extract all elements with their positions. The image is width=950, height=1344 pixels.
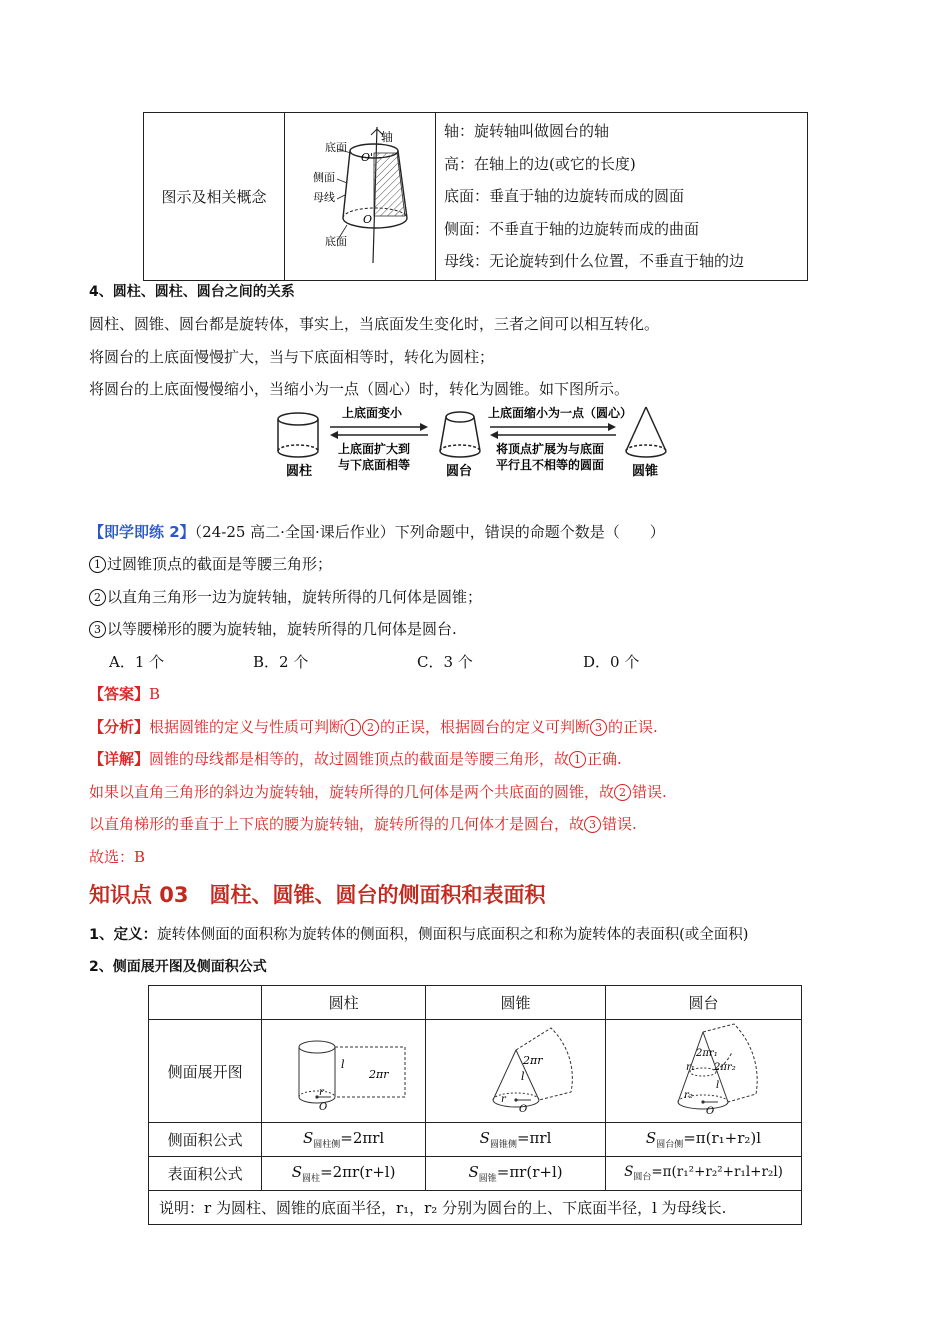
formula-body: =2πrl: [340, 1129, 385, 1147]
section4-paragraph: 圆柱、圆锥、圆台都是旋转体，事实上，当底面发生变化时，三者之间可以相互转化。: [89, 315, 660, 333]
option-a: A．1 个: [109, 653, 165, 671]
formula-symbol: S: [624, 1164, 634, 1181]
formula-body: =πr(r+l): [496, 1163, 563, 1181]
circled-number: 1: [89, 556, 106, 573]
formula-body: =π(r₁+r₂)l: [683, 1129, 762, 1147]
fig-o-top-label: O': [361, 151, 374, 164]
formula-body: =π(r₁²+r₂²+r₁l+r₂l): [651, 1164, 783, 1181]
concept-item: 高：在轴上的边(或它的长度): [444, 154, 636, 173]
definition-label: 定义：: [113, 927, 158, 943]
lateral-formula-frustum: [606, 1123, 802, 1157]
lateral-formula-cone: [426, 1123, 606, 1157]
concept-list-cell: [436, 113, 808, 281]
formula-body: =πrl: [516, 1129, 552, 1147]
row-label-surface: 表面积公式: [149, 1157, 262, 1191]
frustum-concept-table: [143, 112, 808, 281]
circled-number: 3: [89, 621, 106, 638]
area-formula-table: [148, 985, 802, 1225]
answer-line: [89, 683, 160, 704]
definition-text: 旋转体侧面的面积称为旋转体的侧面积，侧面积与底面积之和称为旋转体的表面积(或全面积): [157, 927, 749, 943]
cone-net-figure: [431, 1022, 601, 1117]
formula-subscript: 圆柱侧: [313, 1140, 341, 1150]
exercise-item: [89, 553, 332, 574]
r2-label: r₂: [684, 1089, 693, 1101]
option-b: B．2 个: [253, 653, 309, 671]
r1-label: r₁: [686, 1061, 695, 1073]
arc2-label: 2πr₂: [714, 1061, 736, 1073]
table-note: 说明：r 为圆柱、圆锥的底面半径，r₁，r₂ 分别为圆台的上、下底面半径，l 为母线长.: [149, 1191, 802, 1225]
generatrix-label: l: [716, 1079, 720, 1091]
header-cone: 圆锥: [426, 986, 606, 1020]
analysis-text: 的正误.: [608, 718, 658, 736]
circled-number: 2: [614, 784, 631, 801]
formula-symbol: S: [291, 1163, 303, 1181]
formula-symbol: S: [479, 1129, 490, 1147]
option-d: D．0 个: [583, 653, 640, 671]
cone-net-cell: [426, 1020, 606, 1123]
formula-subscript: 圆柱: [302, 1174, 321, 1184]
detail-line: [89, 748, 622, 769]
detail-label: 【详解】: [89, 750, 150, 768]
detail-text: 错误.: [632, 783, 667, 801]
fig-axis-label: 轴: [381, 130, 394, 144]
frustum-shape: [440, 412, 480, 457]
detail-text: 以直角梯形的垂直于上下底的腰为旋转轴，旋转所得的几何体才是圆台，故: [89, 815, 585, 833]
section4-title: 4、圆柱、圆柱、圆台之间的关系: [89, 284, 295, 300]
transformation-diagram: [270, 403, 680, 483]
knowledge-point-title: 知识点 03 圆柱、圆锥、圆台的侧面积和表面积: [89, 883, 546, 907]
center-label: O: [706, 1105, 715, 1117]
frustum-net-figure: [606, 1022, 801, 1117]
exercise-item: [89, 586, 482, 607]
arc-label: 2πr: [368, 1067, 389, 1081]
concept-item: 侧面：不垂直于轴的边旋转而成的曲面: [444, 219, 700, 238]
fig-o-bottom-label: O: [363, 213, 373, 226]
analysis-label: 【分析】: [89, 718, 150, 736]
detail-text: 正确.: [587, 750, 622, 768]
surface-formula-cylinder: [262, 1157, 426, 1191]
fig-top-base-label: 底面: [325, 141, 347, 154]
surface-formula-cone: [426, 1157, 606, 1191]
row-label-lateral: 侧面积公式: [149, 1123, 262, 1157]
circled-number: 3: [584, 816, 601, 833]
subsection-title: 2、侧面展开图及侧面积公式: [89, 959, 267, 975]
circled-number: 2: [362, 719, 379, 736]
fig-generatrix-label: 母线: [313, 191, 335, 204]
fig-side-label: 侧面: [313, 171, 335, 184]
circled-number: 3: [590, 719, 607, 736]
arrow2-bottom-label: 将顶点扩展为与底面: [496, 442, 605, 456]
exercise-item-text: 以直角三角形一边为旋转轴，旋转所得的几何体是圆锥；: [107, 588, 483, 606]
cylinder-label: 圆柱: [286, 464, 313, 479]
circled-number: 1: [344, 719, 361, 736]
concept-item: 底面：垂直于轴的边旋转而成的圆面: [444, 187, 685, 206]
arrow1-top-label: 上底面变小: [342, 406, 403, 420]
exercise-tag: 【即学即练 2】: [89, 523, 195, 541]
generatrix-label: l: [340, 1057, 345, 1071]
section4-paragraph: 将圆台的上底面慢慢缩小，当缩小为一点（圆心）时，转化为圆锥。如下图所示。: [89, 380, 630, 398]
formula-subscript: 圆锥: [478, 1174, 497, 1184]
generatrix-label: l: [520, 1069, 525, 1083]
exercise-item-text: 以等腰梯形的腰为旋转轴，旋转所得的几何体是圆台.: [107, 620, 457, 638]
frustum-net-cell: [606, 1020, 802, 1123]
exercise-item-text: 过圆锥顶点的截面是等腰三角形；: [107, 555, 333, 573]
concept-item: 轴：旋转轴叫做圆台的轴: [444, 122, 610, 141]
cylinder-shape: [278, 413, 318, 457]
final-choice: 故选：B: [89, 848, 146, 866]
formula-subscript: 圆台侧: [656, 1140, 684, 1150]
radius-label: r: [318, 1086, 324, 1098]
corner-cell: [149, 986, 262, 1020]
exercise-header: [89, 521, 665, 542]
frustum-label: 圆台: [446, 464, 473, 479]
row-label-net: 侧面展开图: [149, 1020, 262, 1123]
arrow1-bottom-label: 上底面扩大到: [338, 442, 411, 456]
analysis-line: [89, 716, 658, 737]
circled-number: 2: [89, 589, 106, 606]
detail-text: 错误.: [602, 815, 637, 833]
answer-value: B: [149, 685, 161, 703]
cone-label: 圆锥: [632, 464, 659, 479]
formula-subscript: 圆锥侧: [489, 1140, 517, 1150]
fig-bottom-base-label: 底面: [325, 235, 347, 248]
table-label: 图示及相关概念: [161, 188, 267, 206]
header-frustum: 圆台: [606, 986, 802, 1020]
arrow2-bottom-label: 平行且不相等的圆面: [496, 458, 605, 472]
cylinder-net-figure: [269, 1022, 419, 1117]
center-label: O: [518, 1103, 527, 1115]
concept-item: 母线：无论旋转到什么位置，不垂直于轴的边: [444, 252, 745, 271]
formula-symbol: S: [468, 1163, 479, 1181]
arc-label: 2πr: [522, 1053, 543, 1067]
option-c: C．3 个: [417, 653, 473, 671]
formula-body: =2πr(r+l): [320, 1163, 396, 1181]
arc1-label: 2πr₁: [696, 1047, 718, 1059]
detail-line: [89, 813, 637, 834]
arrow1-bottom-label: 与下底面相等: [338, 458, 411, 472]
formula-symbol: S: [302, 1129, 314, 1147]
exercise-source: （24-25 高二·全国·课后作业）下列命题中，错误的命题个数是（ ）: [194, 523, 665, 541]
section4-paragraph: 将圆台的上底面慢慢扩大，当与下底面相等时，转化为圆柱；: [89, 348, 495, 366]
exercise-item: [89, 618, 457, 639]
definition-line: [89, 923, 748, 944]
arrow2-top-label: 上底面缩小为一点（圆心）: [488, 406, 633, 420]
circled-number: 1: [569, 751, 586, 768]
analysis-text: 根据圆锥的定义与性质可判断: [149, 718, 345, 736]
detail-text: 圆锥的母线都是相等的，故过圆锥顶点的截面是等腰三角形，故: [149, 750, 570, 768]
surface-formula-frustum: [606, 1157, 802, 1191]
header-cylinder: 圆柱: [262, 986, 426, 1020]
center-label: O: [318, 1101, 327, 1113]
radius-label: r: [500, 1093, 506, 1105]
frustum-figure: [285, 113, 435, 276]
detail-text: 如果以直角三角形的斜边为旋转轴，旋转所得的几何体是两个共底面的圆锥，故: [89, 783, 615, 801]
formula-subscript: 圆台: [633, 1172, 652, 1183]
analysis-text: 的正误，根据圆台的定义可判断: [380, 718, 591, 736]
frustum-figure-cell: [285, 113, 436, 281]
table-label-cell: [144, 113, 285, 281]
definition-number: 1、: [89, 927, 114, 943]
formula-symbol: S: [645, 1129, 657, 1147]
answer-label: 【答案】: [89, 685, 150, 703]
detail-line: [89, 781, 667, 802]
cylinder-net-cell: [262, 1020, 426, 1123]
lateral-formula-cylinder: [262, 1123, 426, 1157]
